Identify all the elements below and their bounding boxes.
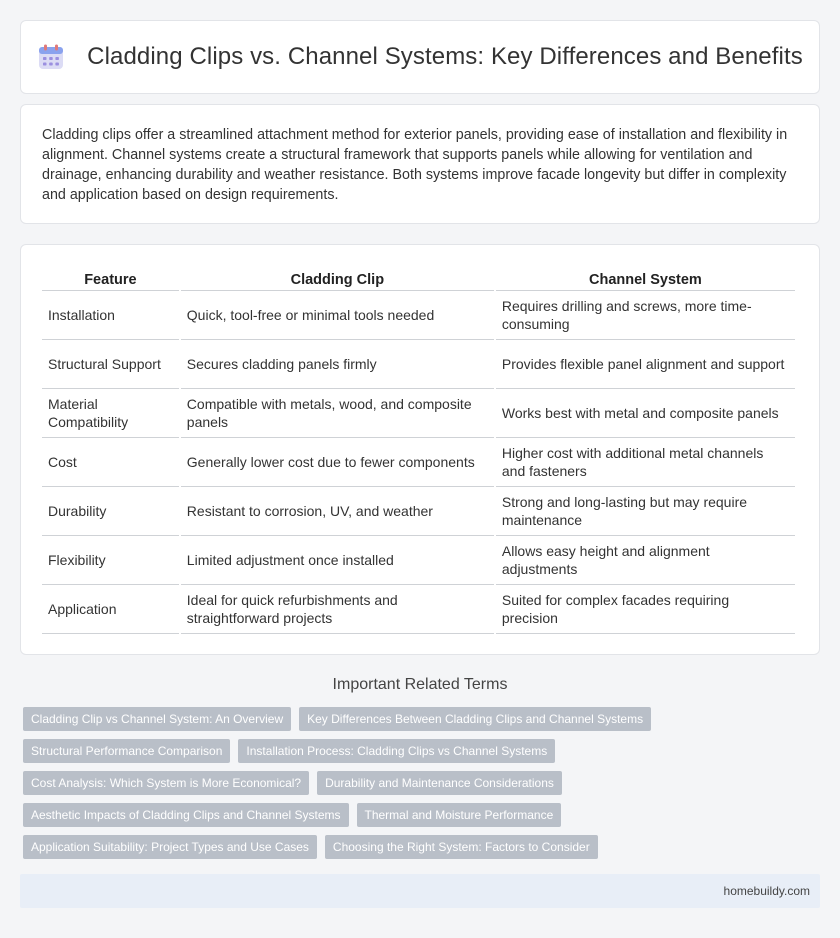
table-cell-channel: Strong and long-lasting but may require maintenance <box>496 487 795 536</box>
related-terms-heading: Important Related Terms <box>332 676 508 693</box>
related-term-tag[interactable]: Aesthetic Impacts of Cladding Clips and Channel Systems <box>23 803 349 827</box>
related-term-tag[interactable]: Structural Performance Comparison <box>23 739 230 763</box>
related-term-tag[interactable]: Installation Process: Cladding Clips vs Channel Systems <box>238 739 555 763</box>
related-term-tag[interactable]: Durability and Maintenance Considerations <box>317 771 562 795</box>
comparison-table-card <box>20 244 820 655</box>
table-cell-feature: Cost <box>42 438 179 487</box>
intro-card <box>20 104 820 224</box>
tag-row <box>23 835 643 859</box>
calendar-icon <box>37 43 65 71</box>
related-terms-list <box>23 707 643 867</box>
related-term-tag[interactable]: Choosing the Right System: Factors to Consider <box>325 835 598 859</box>
table-cell-clip: Generally lower cost due to fewer components <box>181 438 494 487</box>
tag-row <box>23 707 643 731</box>
table-header-row <box>42 265 795 291</box>
table-cell-feature: Material Compatibility <box>42 389 179 438</box>
table-cell-clip: Secures cladding panels firmly <box>181 340 494 389</box>
table-cell-feature: Installation <box>42 291 179 340</box>
related-term-tag[interactable]: Key Differences Between Cladding Clips and Channel Systems <box>299 707 651 731</box>
comparison-table <box>40 265 797 634</box>
table-row <box>42 291 795 340</box>
tag-row <box>23 803 643 827</box>
tag-row <box>23 771 643 795</box>
table-cell-channel: Requires drilling and screws, more time-consuming <box>496 291 795 340</box>
table-cell-clip: Compatible with metals, wood, and composite panels <box>181 389 494 438</box>
table-row <box>42 487 795 536</box>
table-cell-clip: Resistant to corrosion, UV, and weather <box>181 487 494 536</box>
related-term-tag[interactable]: Cladding Clip vs Channel System: An Overview <box>23 707 291 731</box>
table-row <box>42 438 795 487</box>
table-cell-channel: Higher cost with additional metal channels and fasteners <box>496 438 795 487</box>
table-cell-channel: Provides flexible panel alignment and support <box>496 340 795 389</box>
footer <box>20 874 820 908</box>
table-cell-feature: Structural Support <box>42 340 179 389</box>
table-cell-clip: Limited adjustment once installed <box>181 536 494 585</box>
tag-row <box>23 739 643 763</box>
table-cell-feature: Durability <box>42 487 179 536</box>
table-cell-feature: Flexibility <box>42 536 179 585</box>
table-cell-channel: Allows easy height and alignment adjustments <box>496 536 795 585</box>
intro-text: Cladding clips offer a streamlined attachment method for exterior panels, providing ease of installation and flexibility in alignment. Channel systems create a structural framework that supports panels while allowing for ventilation and drainage, enhancing durability and weather resistance. Both systems improve facade longevity but differ in complexity and application based on design requirements. <box>42 127 788 203</box>
footer-site-link[interactable]: homebuildy.com <box>723 884 810 898</box>
table-row <box>42 340 795 389</box>
table-row <box>42 585 795 634</box>
table-cell-channel: Works best with metal and composite panels <box>496 389 795 438</box>
table-cell-clip: Quick, tool-free or minimal tools needed <box>181 291 494 340</box>
page-title: Cladding Clips vs. Channel Systems: Key Differences and Benefits <box>87 43 803 70</box>
table-cell-clip: Ideal for quick refurbishments and straightforward projects <box>181 585 494 634</box>
title-card <box>20 20 820 94</box>
column-header: Feature <box>42 265 179 291</box>
table-cell-feature: Application <box>42 585 179 634</box>
column-header: Cladding Clip <box>181 265 494 291</box>
column-header: Channel System <box>496 265 795 291</box>
related-term-tag[interactable]: Cost Analysis: Which System is More Economical? <box>23 771 309 795</box>
table-row <box>42 536 795 585</box>
related-term-tag[interactable]: Thermal and Moisture Performance <box>357 803 562 827</box>
table-row <box>42 389 795 438</box>
table-cell-channel: Suited for complex facades requiring precision <box>496 585 795 634</box>
related-term-tag[interactable]: Application Suitability: Project Types and Use Cases <box>23 835 317 859</box>
